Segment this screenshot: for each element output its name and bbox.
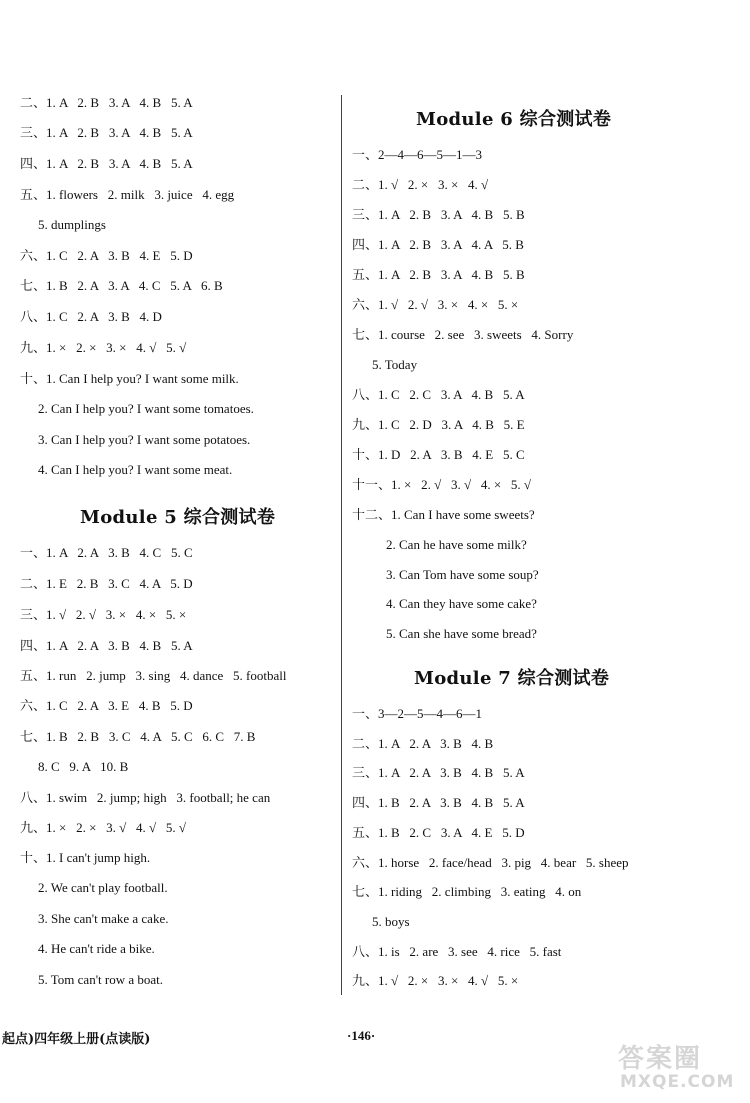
answer-line: 三、1. √ 2. √ 3. × 4. × 5. ×	[20, 607, 187, 622]
answer-line: 九、1. C 2. D 3. A 4. B 5. E	[352, 417, 525, 432]
answer-line: 七、1. B 2. B 3. C 4. A 5. C 6. C 7. B	[20, 729, 256, 744]
answer-line: 九、1. × 2. × 3. √ 4. √ 5. √	[20, 820, 187, 835]
answer-line: 八、1. C 2. C 3. A 4. B 5. A	[352, 387, 525, 402]
watermark-logo	[612, 1038, 740, 1096]
answer-line: 3. Can Tom have some soup?	[386, 567, 539, 582]
book-title-footer: 起点)四年级上册(点读版)	[2, 1032, 151, 1047]
answer-line: 六、1. C 2. A 3. B 4. E 5. D	[20, 248, 193, 263]
section-heading: Module 7 综合测试卷	[414, 668, 610, 689]
answer-line: 六、1. √ 2. √ 3. × 4. × 5. ×	[352, 297, 519, 312]
answer-line: 四、1. B 2. A 3. B 4. B 5. A	[352, 795, 525, 810]
answer-line: 5. dumplings	[38, 217, 106, 232]
answer-line: 十、1. Can I help you? I want some milk.	[20, 371, 239, 386]
answer-line: 5. Can she have some bread?	[386, 626, 537, 641]
answer-line: 三、1. A 2. B 3. A 4. B 5. B	[352, 207, 525, 222]
answer-line: 2. Can I help you? I want some tomatoes.	[38, 401, 254, 416]
answer-line: 五、1. B 2. C 3. A 4. E 5. D	[352, 825, 525, 840]
answer-line: 六、1. C 2. A 3. E 4. B 5. D	[20, 698, 193, 713]
answer-line: 一、3—2—5—4—6—1	[352, 706, 483, 721]
watermark-text-bottom: MXQE.COM	[620, 1072, 735, 1092]
answer-line: 5. Tom can't row a boat.	[38, 972, 164, 987]
answer-line: 四、1. A 2. B 3. A 4. A 5. B	[352, 237, 524, 252]
answer-line: 三、1. A 2. A 3. B 4. B 5. A	[352, 765, 525, 780]
answer-line: 2. Can he have some milk?	[386, 537, 527, 552]
page-number: ·146·	[347, 1028, 376, 1043]
answer-line: 七、1. B 2. A 3. A 4. C 5. A 6. B	[20, 278, 223, 293]
answer-line: 4. Can I help you? I want some meat.	[38, 462, 233, 477]
answer-line: 八、1. C 2. A 3. B 4. D	[20, 309, 162, 324]
answer-line: 八、1. swim 2. jump; high 3. football; he can	[20, 790, 271, 805]
answer-line: 4. He can't ride a bike.	[38, 941, 155, 956]
answer-line: 六、1. horse 2. face/head 3. pig 4. bear 5. sheep	[352, 855, 629, 870]
answer-line: 十二、1. Can I have some sweets?	[352, 507, 535, 522]
section-heading: Module 5 综合测试卷	[80, 507, 276, 528]
answer-line: 五、1. run 2. jump 3. sing 4. dance 5. football	[20, 668, 287, 683]
answer-line: 5. boys	[372, 914, 410, 929]
answer-line: 十一、1. × 2. √ 3. √ 4. × 5. √	[352, 477, 532, 492]
answer-line: 九、1. × 2. × 3. × 4. √ 5. √	[20, 340, 187, 355]
column-divider	[341, 95, 342, 995]
answer-line: 四、1. A 2. A 3. B 4. B 5. A	[20, 638, 193, 653]
answer-line: 二、1. A 2. A 3. B 4. B	[352, 736, 494, 751]
answer-line: 二、1. E 2. B 3. C 4. A 5. D	[20, 576, 193, 591]
answer-line: 三、1. A 2. B 3. A 4. B 5. A	[20, 125, 193, 140]
watermark-text-top: 答案圈	[618, 1044, 703, 1074]
answer-line: 5. Today	[372, 357, 418, 372]
answer-line: 十、1. I can't jump high.	[20, 850, 151, 865]
answer-line: 一、2—4—6—5—1—3	[352, 147, 483, 162]
answer-line: 8. C 9. A 10. B	[38, 759, 129, 774]
answer-line: 九、1. √ 2. × 3. × 4. √ 5. ×	[352, 973, 519, 988]
answer-line: 一、1. A 2. A 3. B 4. C 5. C	[20, 545, 193, 560]
answer-line: 十、1. D 2. A 3. B 4. E 5. C	[352, 447, 525, 462]
answer-line: 3. She can't make a cake.	[38, 911, 169, 926]
answer-line: 五、1. A 2. B 3. A 4. B 5. B	[352, 267, 525, 282]
answer-line: 二、1. √ 2. × 3. × 4. √	[352, 177, 489, 192]
answer-line: 3. Can I help you? I want some potatoes.	[38, 432, 251, 447]
answer-line: 二、1. A 2. B 3. A 4. B 5. A	[20, 95, 193, 110]
answer-line: 七、1. riding 2. climbing 3. eating 4. on	[352, 884, 582, 899]
answer-line: 四、1. A 2. B 3. A 4. B 5. A	[20, 156, 193, 171]
answer-line: 五、1. flowers 2. milk 3. juice 4. egg	[20, 187, 235, 202]
section-heading: Module 6 综合测试卷	[416, 109, 612, 130]
answer-line: 4. Can they have some cake?	[386, 596, 537, 611]
answer-line: 八、1. is 2. are 3. see 4. rice 5. fast	[352, 944, 562, 959]
answer-line: 七、1. course 2. see 3. sweets 4. Sorry	[352, 327, 574, 342]
answer-line: 2. We can't play football.	[38, 880, 168, 895]
